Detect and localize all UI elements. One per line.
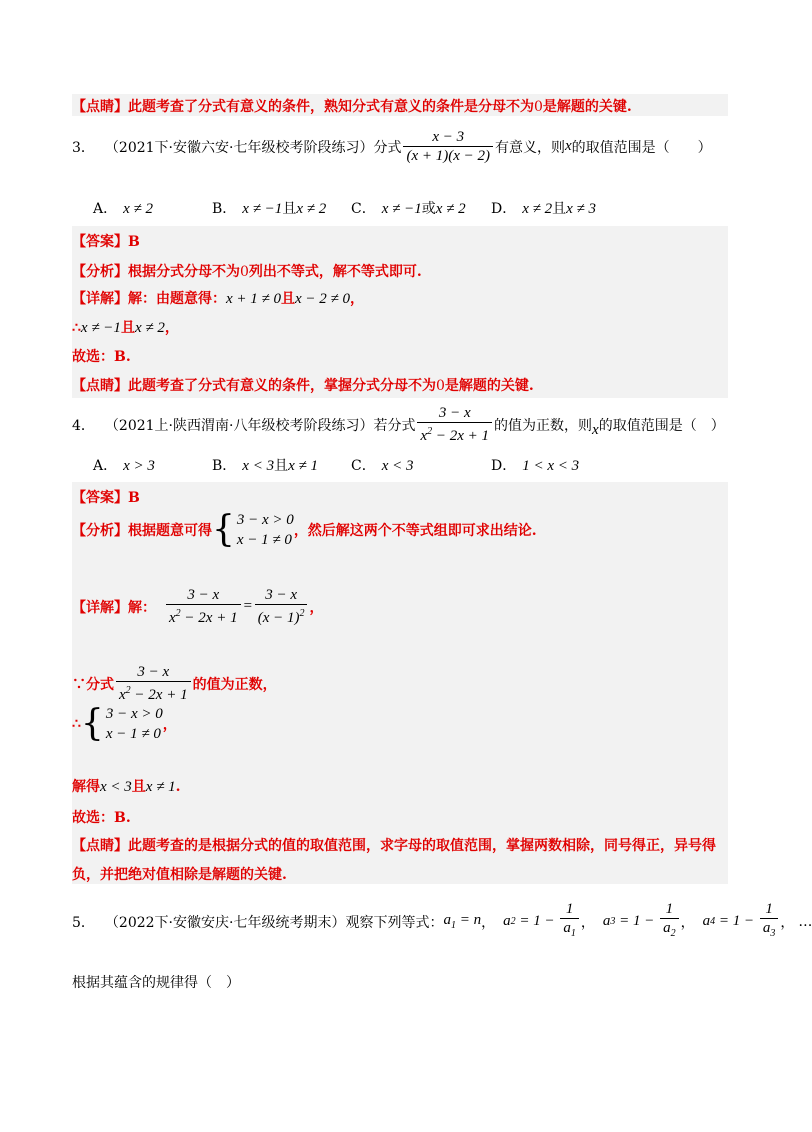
q3-option-a[interactable]: A． x ≠ 2: [93, 201, 154, 217]
q4-choose-line: 故选：B.: [72, 810, 131, 826]
q4-analysis-line: 【分析】 根据题意可得 { 3 − x > 0 x − 1 ≠ 0 ，然后解这两个不等式组即可求出结论.: [72, 509, 537, 550]
q5-line2: 根据其蕴含的规律得（ ）: [72, 975, 240, 991]
q3-number: 3．: [72, 139, 95, 156]
q3-fraction: $\frac{x - 3}{(x + 1)(x - 2)}$: [403, 128, 493, 165]
q4-fraction: $\frac{3 - x}{x^2 - 2x + 1}$: [417, 404, 492, 445]
q4-number: 4．: [72, 417, 95, 434]
top-dianjing-line: 【点睛】此题考查了分式有意义的条件，熟知分式有意义的条件是分母不为0是解题的关键.: [72, 99, 632, 115]
q5-a4: a 4 = 1 − $\frac{1}{a_3}$: [703, 900, 781, 943]
q5-source: （2022下·安徽安庆·七年级统考期末）观察下列等式：: [104, 914, 444, 931]
q4-source: （2021上·陕西渭南·八年级校考阶段练习）若分式: [104, 417, 416, 434]
q3-option-d[interactable]: D． x ≠ 2且x ≠ 3: [491, 201, 597, 217]
q4-option-a[interactable]: A． x > 3: [93, 458, 155, 474]
q4-stem: 4． （2021上·陕西渭南·八年级校考阶段练习）若分式 $\frac{3 - x}{x^2 - 2x + 1}$ 的值为正数，则 x 的取值范围是（ ）: [72, 405, 725, 444]
analysis-tag: 【分析】: [72, 264, 128, 280]
q4-dianjing-line2: 负，并把绝对值相除是解题的关键.: [72, 867, 287, 883]
q4-option-b[interactable]: B． x < 3且x ≠ 1: [212, 458, 318, 474]
q3-option-c[interactable]: C． x ≠ −1或x ≠ 2: [351, 201, 466, 217]
q4-option-d[interactable]: D． 1 < x < 3: [491, 458, 580, 474]
q4-eq-right: $\frac{3 - x}{(x - 1)^2}$: [255, 586, 308, 627]
q5-stem: 5． （2022下·安徽安庆·七年级统考期末）观察下列等式： $a_1 = n$ ， a 2 = 1 − $\frac{1}{a_1}$ ， a 3 = 1 − $\frac{1}{a_2}$ ， a 4 = 1 − $\frac{1}{a_3}$ ， …: [72, 900, 812, 943]
q3-analysis-line: 【分析】根据分式分母不为0列出不等式，解不等式即可.: [72, 264, 422, 280]
q3-stem: 3． （2021下·安徽六安·七年级校考阶段练习）分式 $\frac{x - 3}{(x + 1)(x - 2)}$ 有意义，则 x 的取值范围是（ ）: [72, 129, 712, 164]
q4-therefore-system: { 3 − x > 0 x − 1 ≠ 0: [80, 703, 163, 744]
q3-therefore-line: ∴x ≠ −1且x ≠ 2，: [72, 320, 179, 336]
q3-choose-line: 故选：B.: [72, 349, 131, 365]
q5-a3: a 3 = 1 − $\frac{1}{a_2}$: [603, 900, 681, 943]
dianjing-tag: 【点睛】: [72, 99, 128, 115]
q4-therefore-line: ∴ { 3 − x > 0 x − 1 ≠ 0 ，: [72, 703, 177, 744]
q3-option-b[interactable]: B． x ≠ −1且x ≠ 2: [212, 201, 327, 217]
q4-answer-line: 【答案】B: [72, 490, 140, 506]
q3-solution-band: [72, 226, 728, 398]
q4-option-c[interactable]: C． x < 3: [351, 458, 414, 474]
q4-answer: B: [128, 490, 140, 506]
q4-analysis-system: { 3 − x > 0 x − 1 ≠ 0: [212, 509, 294, 550]
q3-answer: B: [128, 234, 140, 250]
q5-a1: $a_1 = n$: [443, 912, 482, 931]
q5-number: 5．: [72, 914, 95, 931]
q4-because-line: ∵分式 $\frac{3 - x}{x^2 - 2x + 1}$ 的值为正数，: [72, 664, 277, 703]
q4-detail-line: 【详解】 解： $\frac{3 - x}{x^2 - 2x + 1}$ = $\frac{3 - x}{(x - 1)^2}$ ，: [72, 587, 324, 626]
q4-solve-line: 解得x < 3且x ≠ 1.: [72, 779, 181, 795]
answer-tag: 【答案】: [72, 234, 128, 250]
q4-dianjing-line1: 【点睛】此题考查的是根据分式的值的取值范围，求字母的取值范围，掌握两数相除，同号得正，异号得: [72, 838, 716, 854]
q3-detail-line: 【详解】解：由题意得：x + 1 ≠ 0且x − 2 ≠ 0，: [72, 291, 365, 307]
q5-a2: a 2 = 1 − $\frac{1}{a_1}$: [503, 900, 581, 943]
detail-tag: 【详解】: [72, 291, 128, 307]
q3-dianjing-line: 【点睛】此题考查了分式有意义的条件，掌握分式分母不为0是解题的关键.: [72, 378, 534, 394]
q3-answer-line: [72, 231, 140, 251]
q3-source: （2021下·安徽六安·七年级校考阶段练习）分式: [104, 139, 402, 156]
q4-eq-left: $\frac{3 - x}{x^2 - 2x + 1}$: [166, 586, 241, 627]
q4-because-fraction: $\frac{3 - x}{x^2 - 2x + 1}$: [116, 663, 191, 704]
